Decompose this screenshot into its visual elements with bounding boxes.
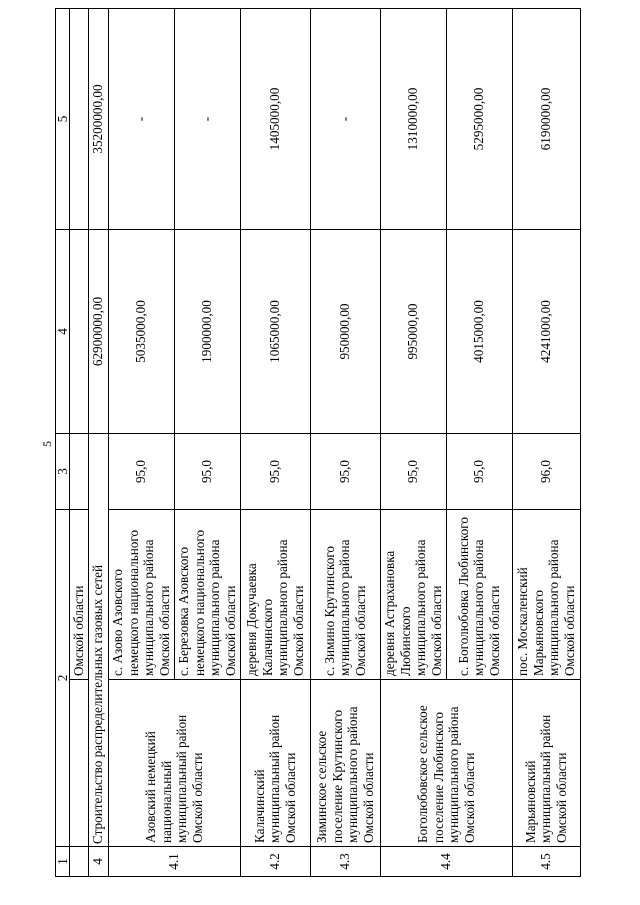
header-col-5: 5 <box>56 9 70 230</box>
rotated-table-page <box>55 9 583 877</box>
table-row <box>108 9 174 877</box>
settlement-cell: пос. Москаленский Марьяновского муниципального района Омской области <box>512 510 580 680</box>
header-col-2: 2 <box>56 510 70 847</box>
col4-cell: 5035000,00 <box>108 230 174 434</box>
district-cell: Калачинский муниципальный район Омской области <box>240 680 310 847</box>
settlement-cell: с. Боголюбовка Любинского муниципального района Омской области <box>446 510 512 680</box>
percent-cell: 96,0 <box>512 434 580 510</box>
row-number: 4.4 <box>380 847 512 877</box>
table-row <box>512 9 580 877</box>
row-number: 4.5 <box>512 847 580 877</box>
settlement-cell: деревня Астрахановка Любинского муниципального района Омской области <box>380 510 446 680</box>
col5-cell: - <box>108 9 174 230</box>
col5-cell: 1405000,00 <box>240 9 310 230</box>
col5-cell: 6190000,00 <box>512 9 580 230</box>
col5-cell: 1310000,00 <box>380 9 446 230</box>
section-col4: 62900000,00 <box>88 230 108 434</box>
col4-cell: 4015000,00 <box>446 230 512 434</box>
header-number-row <box>56 9 70 877</box>
col5-cell: - <box>310 9 380 230</box>
percent-cell: 95,0 <box>108 434 174 510</box>
percent-cell: 95,0 <box>446 434 512 510</box>
col5-cell: - <box>174 9 240 230</box>
gas-networks-table <box>55 8 581 877</box>
header-col-3: 3 <box>56 434 70 510</box>
settlement-cell: с. Азово Азовского немецкого национального муниципального района Омской области <box>108 510 174 680</box>
percent-cell: 95,0 <box>310 434 380 510</box>
table-row <box>380 9 446 877</box>
percent-cell: 95,0 <box>380 434 446 510</box>
settlement-cell: деревня Докучаевка Калачинского муниципального района Омской области <box>240 510 310 680</box>
table-row <box>310 9 380 877</box>
row-number: 4.2 <box>240 847 310 877</box>
row-number: 4.1 <box>108 847 240 877</box>
district-cell: Зиминское сельское поселение Крутинского муниципального района Омской области <box>310 680 380 847</box>
col5-cell: 5295000,00 <box>446 9 512 230</box>
col4-cell: 1900000,00 <box>174 230 240 434</box>
percent-cell: 95,0 <box>174 434 240 510</box>
settlement-cell: с. Березовка Азовского немецкого национального муниципального района Омской области <box>174 510 240 680</box>
row-number: 4.3 <box>310 847 380 877</box>
section-title: Строительство распределительных газовых сетей <box>88 434 108 847</box>
percent-cell: 95,0 <box>240 434 310 510</box>
header-col-4: 4 <box>56 230 70 434</box>
col4-cell: 4241000,00 <box>512 230 580 434</box>
section-col5: 35200000,00 <box>88 9 108 230</box>
page-number: 5 <box>40 441 54 447</box>
region-cell: Омской области <box>70 510 89 680</box>
region-row <box>70 9 89 877</box>
section-row <box>88 9 108 877</box>
table-row <box>240 9 310 877</box>
district-cell: Марьяновский муниципальный район Омской области <box>512 680 580 847</box>
settlement-cell: с. Зимино Крутинского муниципального района Омской области <box>310 510 380 680</box>
district-cell: Азовский немецкий национальный муниципальный район Омской области <box>108 680 240 847</box>
section-number: 4 <box>88 847 108 877</box>
col4-cell: 995000,00 <box>380 230 446 434</box>
district-cell: Боголюбовское сельское поселение Любинского муниципального района Омской области <box>380 680 512 847</box>
col4-cell: 1065000,00 <box>240 230 310 434</box>
col4-cell: 950000,00 <box>310 230 380 434</box>
header-col-1: 1 <box>56 847 70 877</box>
